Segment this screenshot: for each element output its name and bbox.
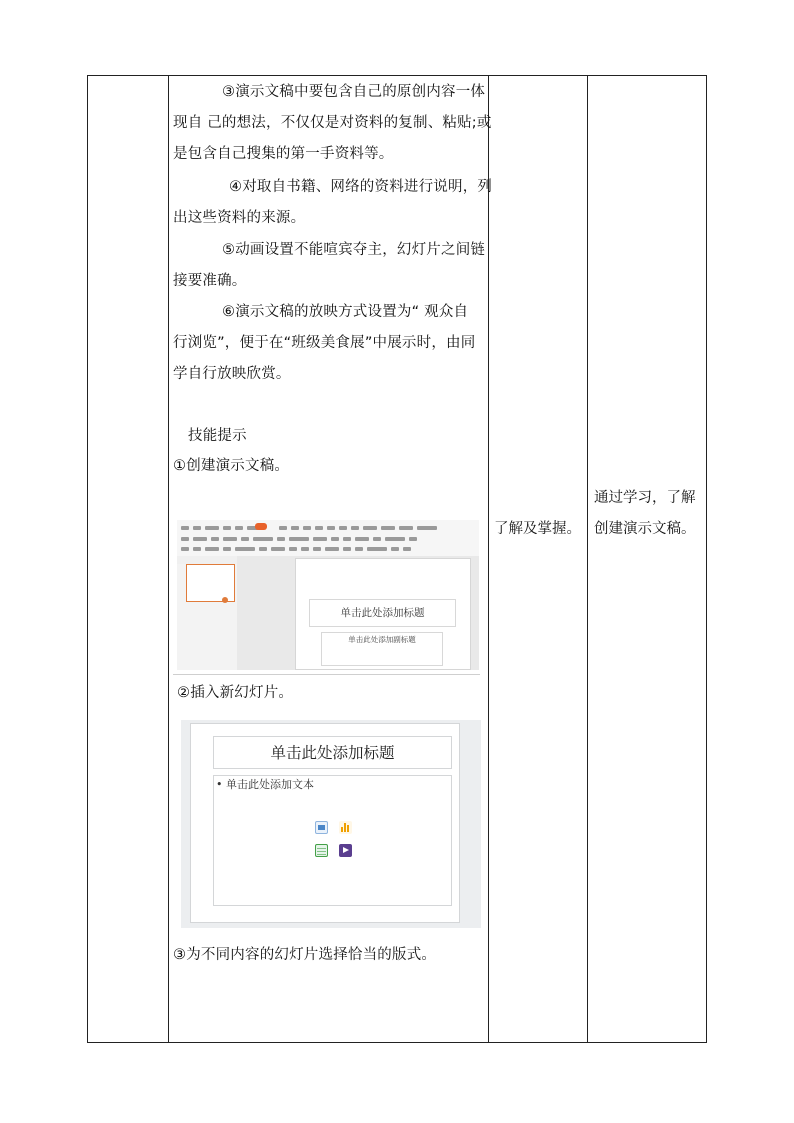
- text-line: ④对取自书籍、网络的资料进行说明，列: [229, 179, 493, 195]
- paragraph-requirement-5: [222, 235, 485, 266]
- subtitle-placeholder: 单击此处添加副标题: [321, 632, 443, 666]
- ribbon-toolbar: [177, 520, 479, 557]
- text-line: 创建演示文稿。: [594, 521, 696, 537]
- content-placeholder: [213, 775, 452, 906]
- text-line: 现自 己的想法，不仅仅是对资料的复制、粘贴;或: [173, 115, 492, 131]
- paragraph-requirement-4-cont: [173, 203, 305, 234]
- step-2-insert-slide: ②插入新幻灯片。: [177, 685, 294, 701]
- video-icon: [339, 844, 352, 857]
- text-line: 学自行放映欣赏。: [173, 366, 291, 382]
- text-line: 出这些资料的来源。: [173, 210, 306, 226]
- paragraph-requirement-3-cont: [173, 108, 492, 170]
- picture-icon: [315, 821, 328, 834]
- chart-icon: [339, 821, 352, 834]
- active-tab-indicator: [255, 523, 267, 530]
- text-line: 接要准确。: [173, 273, 247, 289]
- text-placeholder: • 单击此处添加文本: [216, 778, 314, 791]
- column-divider: [587, 76, 588, 1042]
- paragraph-requirement-4: [229, 172, 492, 203]
- paragraph-requirement-6: [222, 297, 468, 328]
- design-intent-text: [594, 483, 696, 545]
- paragraph-requirement-6-cont: [173, 328, 475, 390]
- paragraph-requirement-5-cont: [173, 266, 247, 297]
- text-line: 是包含自己搜集的第一手资料等。: [173, 146, 394, 162]
- tips-heading: 技能提示: [188, 428, 247, 444]
- thumbnail-panel-tabs: [177, 556, 237, 564]
- text-line: ⑥演示文稿的放映方式设置为“ 观众自: [222, 304, 469, 320]
- slide-canvas: [190, 723, 460, 923]
- text-line: 通过学习，了解: [594, 490, 696, 506]
- thumbnail-marker-icon: [222, 597, 228, 603]
- screenshot-new-presentation: [177, 520, 479, 670]
- paragraph-requirement-3: [222, 77, 485, 108]
- screenshot-new-slide: [181, 720, 481, 928]
- title-placeholder: 单击此处添加标题: [309, 599, 456, 627]
- ribbon-buttons-row: [181, 534, 417, 543]
- text-line: ⑤动画设置不能喧宾夺主，幻灯片之间链: [222, 242, 486, 258]
- divider: [173, 674, 480, 675]
- student-activity-text: 了解及掌握。: [494, 521, 581, 537]
- step-3-choose-layout: ③为不同内容的幻灯片选择恰当的版式。: [173, 947, 437, 963]
- text-line: ③演示文稿中要包含自己的原创内容一体: [222, 84, 486, 100]
- column-divider: [168, 76, 169, 1042]
- ribbon-labels-row: [181, 544, 411, 553]
- step-1-create: ①创建演示文稿。: [173, 458, 290, 474]
- text-line: 行浏览”，便于在“班级美食展”中展示时，由同: [173, 335, 476, 351]
- slide-thumbnail: [186, 564, 235, 602]
- column-divider: [488, 76, 489, 1042]
- table-icon: [315, 844, 328, 857]
- ribbon-tabs: [181, 523, 437, 532]
- title-placeholder: 单击此处添加标题: [213, 736, 452, 769]
